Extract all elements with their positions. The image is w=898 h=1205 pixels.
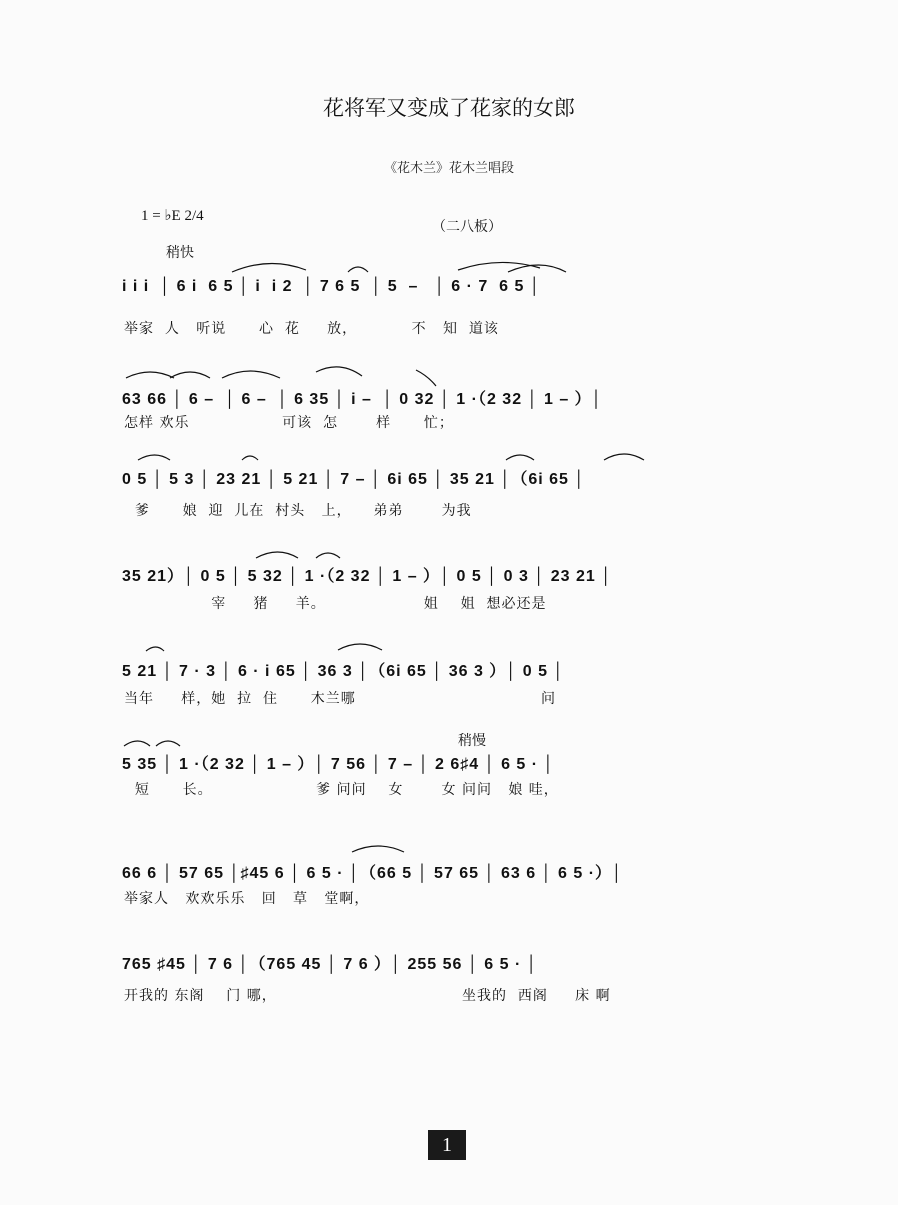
notation-line: 66 6 │ 57 65 │♯45 6 │ 6 5 · │（66 5 │ 57 65 │ 63 6 │ 6 5 ·）│ bbox=[122, 865, 624, 882]
lyrics-line: 爹 娘 迎 儿在 村头 上， 弟弟 为我 bbox=[124, 503, 472, 519]
notation-line: 0 5 │ 5 3 │ 23 21 │ 5 21 │ 7 – │ 6i 65 │ 35 21 │（6i 65 │ bbox=[122, 471, 586, 488]
lyrics-line: 开我的 东阁 门 哪， 坐我的 西阁 床 啊 bbox=[124, 988, 611, 1004]
banshi-label: （二八板） bbox=[432, 219, 502, 235]
lyrics-line: 当年 样，她 拉 住 木兰哪 问 bbox=[124, 691, 557, 707]
lyrics-line: 短 长。 爹 问问 女 女 问问 娘 哇， bbox=[124, 782, 559, 798]
lyrics-line: 举家人 欢欢乐乐 回 草 堂啊， bbox=[124, 891, 370, 907]
lyrics-line: 举家 人 听说 心 花 放， 不 知 道该 bbox=[124, 321, 499, 337]
notation-line: i i i │ 6 i 6 5 │ i i 2 │ 7 6 5 │ 5 – │ 6 · 7 6 5 │ bbox=[122, 278, 541, 295]
song-subtitle: 《花木兰》花木兰唱段 bbox=[383, 161, 514, 176]
notation-line: 765 ♯45 │ 7 6 │（765 45 │ 7 6 ）│ 255 56 │ 6 5 · │ bbox=[122, 956, 538, 973]
notation-line: 63 66 │ 6 – │ 6 – │ 6 35 │ i – │ 0 32 │ 1 ·（2 32 │ 1 – ）│ bbox=[122, 391, 603, 408]
tempo-mark-fast: 稍快 bbox=[166, 245, 194, 261]
lyrics-line: 怎样 欢乐 可该 怎 样 忙； bbox=[124, 415, 454, 431]
tempo-mark-slow: 稍慢 bbox=[458, 733, 486, 749]
key-signature: 1 = ♭E 2/4 bbox=[141, 208, 204, 224]
song-title: 花将军又变成了花家的女郎 bbox=[323, 96, 575, 120]
lyrics-line: 宰 猪 羊。 姐 姐 想必还是 bbox=[124, 596, 547, 612]
notation-line: 35 21）│ 0 5 │ 5 32 │ 1 ·（2 32 │ 1 – ）│ 0 5 │ 0 3 │ 23 21 │ bbox=[122, 568, 613, 585]
page-number: 1 bbox=[428, 1130, 466, 1160]
notation-line: 5 35 │ 1 ·（2 32 │ 1 – ）│ 7 56 │ 7 – │ 2 6♯4 │ 6 5 · │ bbox=[122, 756, 555, 773]
notation-line: 5 21 │ 7 · 3 │ 6 · i 65 │ 36 3 │（6i 65 │ 36 3 ）│ 0 5 │ bbox=[122, 663, 565, 680]
